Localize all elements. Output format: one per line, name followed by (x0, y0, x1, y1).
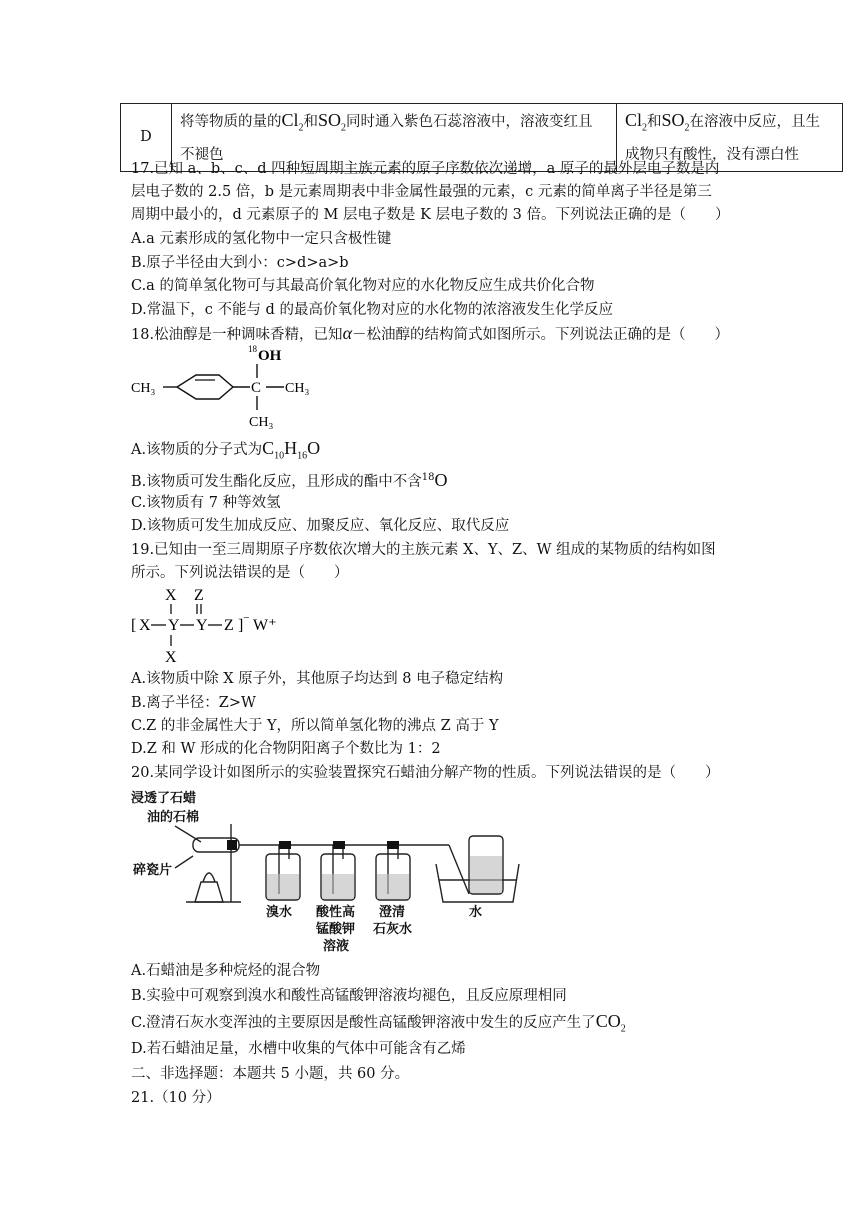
row-operation: 将等物质的量的$Cl_2$和$SO_2$同时通入紫色石蕊溶液中，溶液变红且 不褪色 (172, 104, 617, 172)
central-c-label: C (251, 380, 262, 396)
label-cotton-line2: 油的石棉 (147, 809, 200, 824)
q17-stem-line3: 周期中最小的，d 元素原子的 M 层电子数是 K 层电子数的 3 倍。下列说法正确的是（ ） (131, 207, 730, 223)
terpineol-structure (131, 344, 331, 434)
q21-heading: 21.（10 分） (131, 1090, 221, 1106)
q20-stem: 20.某同学设计如图所示的实验装置探究石蜡油分解产物的性质。下列说法错误的是（ ） (131, 765, 720, 781)
q19-option-a: A.该物质中除 X 原子外，其他原子均达到 8 电子稳定结构 (131, 671, 504, 687)
q17-option-d: D.常温下，c 不能与 d 的最高价氧化物对应的水化物的浓溶液发生化学反应 (131, 302, 613, 318)
q18-option-b: B.该物质可发生酯化反应，且形成的酯中不含$^{18}$O (131, 469, 448, 490)
z-right-atom: Z (224, 617, 234, 634)
label-kmno4-line1: 酸性高 (316, 904, 356, 919)
q17-option-b: B.原子半径由大到小：c>d>a>b (131, 255, 349, 271)
row-label: D (121, 104, 172, 172)
label-limewater-line2: 石灰水 (373, 921, 413, 936)
bracket-close: ] (238, 617, 244, 634)
y2-atom: Y (196, 617, 208, 634)
q18-option-d: D.该物质可发生加成反应、加聚反应、氧化反应、取代反应 (131, 518, 510, 534)
alpha-symbol: α (342, 323, 353, 343)
q17-stem-line2: 层电子数的 2.5 倍，b 是元素周期表中非金属性最强的元素，c 元素的简单离子半径是第三 (131, 184, 712, 200)
z-top-atom: Z (194, 587, 204, 604)
formula-so2: $SO_2$ (661, 110, 690, 134)
x-bottom-atom: X (165, 649, 177, 666)
q19-option-c: C.Z 的非金属性大于 Y，所以简单氢化物的沸点 Z 高于 Y (131, 718, 499, 734)
xyzw-structure (131, 584, 291, 668)
label-water: 水 (469, 904, 483, 919)
section-heading: 二、非选择题：本题共 5 小题，共 60 分。 (131, 1066, 410, 1082)
q19-stem-line1: 19.已知由一至三周期原子序数依次增大的主族元素 X、Y、Z、W 组成的某物质的结构如图 (131, 542, 716, 558)
formula-co2: $CO_2$ (595, 1011, 626, 1035)
q20-option-c: C.澄清石灰水变浑浊的主要原因是酸性高锰酸钾溶液中发生的反应产生了$CO_2$ (131, 1011, 626, 1035)
label-porcelain: 碎瓷片 (133, 862, 173, 877)
formula-cl2: $Cl_2$ (625, 110, 648, 134)
formula-so2: $SO_2$ (318, 110, 347, 134)
q19-option-b: B.离子半径：Z>W (131, 695, 256, 711)
q17-option-a: A.a 元素形成的氢化物中一定只含极性键 (131, 231, 392, 247)
label-kmno4-line3: 溶液 (323, 938, 350, 953)
ch3-left-label: CH₃ (131, 381, 156, 396)
q20-option-d: D.若石蜡油足量，水槽中收集的气体中可能含有乙烯 (131, 1041, 466, 1057)
q20-option-a: A.石蜡油是多种烷烃的混合物 (131, 963, 321, 979)
ch3-right-label: CH₃ (285, 381, 310, 396)
label-kmno4-line2: 锰酸钾 (316, 921, 356, 936)
label-limewater-line1: 澄清 (379, 904, 406, 919)
w-cation: W⁺ (253, 617, 277, 634)
x-left-atom: X (139, 617, 151, 634)
x-top-atom: X (165, 587, 177, 604)
apparatus-figure (131, 784, 521, 956)
q18-stem: 18.松油醇是一种调味香精，已知α－松油醇的结构简式如图所示。下列说法正确的是（ ） (131, 323, 730, 343)
formula-c10h16o: $C_{10}H_{16}O$ (262, 438, 321, 462)
formula-cl2: $Cl_2$ (281, 110, 304, 134)
operation-text: 将等物质的量的 (180, 114, 282, 130)
bracket-open: [ (131, 617, 137, 634)
q18-option-c: C.该物质有 7 种等效氢 (131, 495, 281, 511)
q19-stem-line2: 所示。下列说法错误的是（ ） (131, 565, 349, 581)
isotope-18-label: 18 (248, 344, 257, 354)
label-bromine-water: 溴水 (266, 904, 293, 919)
label-cotton-line1: 浸透了石蜡 (131, 790, 197, 805)
q18-option-a: A.该物质的分子式为$C_{10}H_{16}O$ (131, 438, 321, 462)
q17-option-c: C.a 的简单氢化物可与其最高价氧化物对应的水化物反应生成共价化合物 (131, 278, 595, 294)
minus-charge: ⁻ (243, 612, 250, 627)
oh-label: OH (258, 348, 282, 364)
q20-option-b: B.实验中可观察到溴水和酸性高锰酸钾溶液均褪色，且反应原理相同 (131, 988, 567, 1004)
y1-atom: Y (168, 617, 180, 634)
q19-option-d: D.Z 和 W 形成的化合物阴阳离子个数比为 1：2 (131, 741, 441, 757)
q17-stem-line1: 17.已知 a、b、c、d 四种短周期主族元素的原子序数依次递增，a 原子的最外层电子数是内 (131, 161, 720, 177)
ch3-bottom-label: CH₃ (249, 415, 274, 430)
row-explanation: $Cl_2$和$SO_2$在溶液中反应，且生 成物只有酸性，没有漂白性 (617, 104, 843, 172)
